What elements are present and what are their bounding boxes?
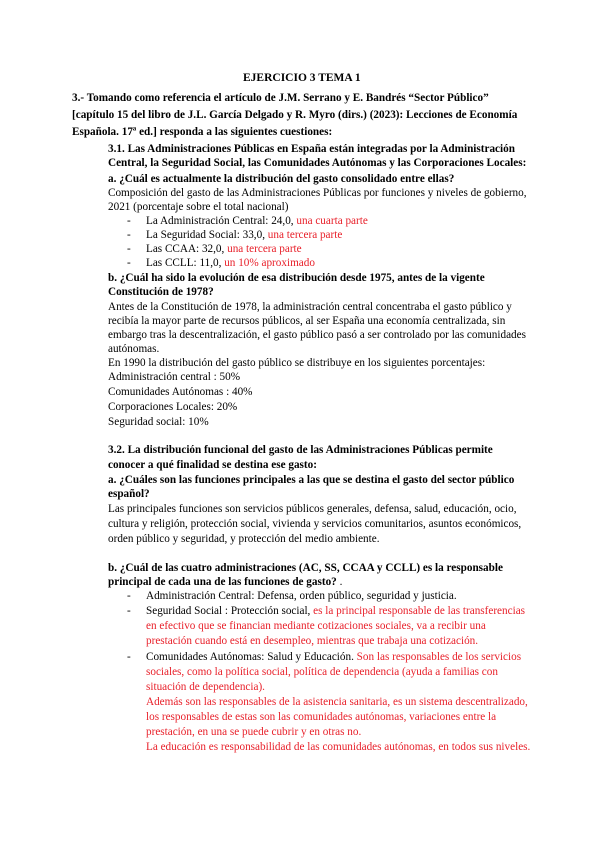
q32b-ss-note-line: en efectivo que se financian mediante cotizaciones sociales, va a recibir una	[146, 620, 486, 632]
q32a-answer-line: cultura y religión, protección social, vivienda y servicios comunitarios, asuntos económicos,	[108, 518, 522, 530]
q32b-heading-line-2	[108, 575, 342, 590]
q32a-answer-line: Las principales funciones son servicios públicos generales, defensa, salud, educación, ocio,	[108, 503, 517, 515]
q32b-item-ss	[146, 604, 525, 619]
qb-answer-line: Comunidades Autónomas : 40%	[108, 386, 253, 398]
page-title: EJERCICIO 3 TEMA 1	[243, 72, 361, 84]
q32b-item-ss-note: es la principal responsable de las transferencias	[313, 605, 526, 617]
qa-item-note: una cuarta parte	[296, 215, 368, 227]
qa-item-ac	[146, 214, 368, 229]
qa-item-text: Las CCLL: 11,0,	[146, 257, 225, 269]
bullet-dash: -	[127, 257, 131, 269]
qb-answer-line: Seguridad social: 10%	[108, 416, 209, 428]
qa-item-note: una tercera parte	[267, 229, 343, 241]
q32b-heading-line-1: b. ¿Cuál de las cuatro administraciones (AC, SS, CCAA y CCLL) es la responsable	[108, 562, 503, 574]
qa-answer-line-2: 2021 (porcentaje sobre el total nacional)	[108, 201, 289, 213]
q31-line-1: 3.1. Las Administraciones Públicas en España están integradas por la Administración	[108, 143, 515, 155]
qa-item-ccll	[146, 256, 315, 271]
q32b-ss-note-line: prestación cuando está en desempleo, mientras que trabaja una cotización.	[146, 635, 479, 647]
q32b-ccaa-note-line: sociales, como la política social, política de dependencia (ayuda a familias con	[146, 666, 498, 678]
qb-answer-line: autónomas.	[108, 343, 160, 355]
bullet-dash: -	[127, 651, 131, 663]
qb-answer-line: En 1990 la distribución del gasto público se distribuye en los siguientes porcentajes:	[108, 357, 486, 369]
q32b-ccaa-note-line: los responsables de estas son las comunidades autónomas, variaciones entre la	[146, 711, 497, 723]
bullet-dash: -	[127, 605, 131, 617]
q32a-answer-line: orden público y seguridad, y protección del medio ambiente.	[108, 533, 380, 545]
q32b-item-ss-text: Seguridad Social : Protección social,	[146, 605, 314, 617]
qb-heading-line-1: b. ¿Cuál ha sido la evolución de esa distribución desde 1975, antes de la vigente	[108, 272, 485, 284]
qb-answer-line: Corporaciones Locales: 20%	[108, 401, 238, 413]
q32b-ccaa-note-line: prestación, en una se puede cubrir y en otras no.	[146, 726, 362, 738]
q32b-ccaa-note-line: La educación es responsabilidad de las comunidades autónomas, en todos sus niveles.	[146, 741, 531, 753]
bullet-dash: -	[127, 229, 131, 241]
q32b-item-ac: Administración Central: Defensa, orden público, seguridad y justicia.	[146, 590, 457, 602]
qa-item-text: Las CCAA: 32,0,	[146, 243, 228, 255]
q32b-item-ccaa-text: Comunidades Autónomas: Salud y Educación.	[146, 651, 357, 663]
q32-heading-line-2: conocer a qué finalidad se destina ese gasto:	[108, 459, 317, 471]
qa-item-text: La Seguridad Social: 33,0,	[146, 229, 268, 241]
q32-heading-line-1: 3.2. La distribución funcional del gasto de las Administraciones Públicas permite	[108, 444, 493, 456]
intro-line-1: 3.- Tomando como referencia el artículo de J.M. Serrano y E. Bandrés “Sector Público”	[72, 92, 489, 104]
q32b-ccaa-note-line: situación de dependencia).	[146, 681, 265, 693]
q32a-heading-line-1: a. ¿Cuáles son las funciones principales a las que se destina el gasto del sector público	[108, 474, 515, 486]
q31-line-2: Central, la Seguridad Social, las Comunidades Autónomas y las Corporaciones Locales:	[108, 157, 527, 169]
qb-answer-line: recibía la mayor parte de recursos públicos, al ser España una economía centralizada, sin	[108, 315, 506, 327]
q32b-ccaa-note-line: Además son las responsables de la asistencia sanitaria, es un sistema descentralizado,	[146, 696, 528, 708]
qa-answer-line-1: Composición del gasto de las Administraciones Públicas por funciones y niveles de gobierno,	[108, 187, 527, 199]
q32b-item-ccaa	[146, 650, 521, 665]
qa-item-ss	[146, 228, 342, 243]
qa-item-text: La Administración Central: 24,0,	[146, 215, 297, 227]
qa-item-ccaa	[146, 242, 302, 257]
qb-answer-line: Antes de la Constitución de 1978, la administración central concentraba el gasto público y	[108, 301, 512, 313]
qb-answer-line: Administración central : 50%	[108, 371, 241, 383]
q32b-item-ccaa-note: Son las responsables de los servicios	[356, 651, 522, 663]
qb-heading-line-2: Constitución de 1978?	[108, 286, 214, 298]
qa-item-note: un 10% aproximado	[224, 257, 315, 269]
qa-item-note: una tercera parte	[227, 243, 302, 255]
bullet-dash: -	[127, 243, 131, 255]
q32b-heading-text: principal de cada una de las funciones de gasto?	[108, 576, 337, 588]
q32a-heading-line-2: español?	[108, 488, 150, 500]
qb-answer-line: embargo tras la descentralización, el gasto público pasó a ser controlado por las comunidades	[108, 329, 526, 341]
qa-heading: a. ¿Cuál es actualmente la distribución del gasto consolidado entre ellas?	[108, 173, 455, 185]
intro-line-2: [capítulo 15 del libro de J.L. García Delgado y R. Myro (dirs.) (2023): Lecciones de Economía	[72, 109, 518, 121]
q32b-heading-tail: .	[336, 576, 343, 588]
intro-line-3: Española. 17ª ed.] responda a las siguientes cuestiones:	[72, 126, 333, 138]
bullet-dash: -	[127, 215, 131, 227]
bullet-dash: -	[127, 590, 131, 602]
